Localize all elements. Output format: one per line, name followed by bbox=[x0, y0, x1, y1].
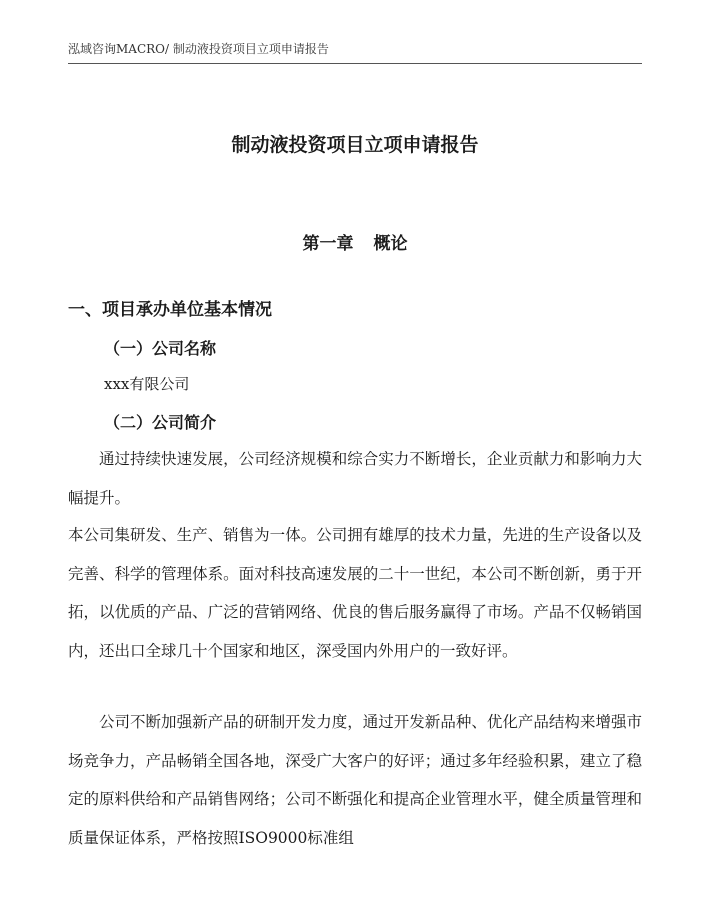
subsection-company-intro-heading: （二）公司简介 bbox=[104, 413, 217, 432]
intro-paragraph-1: 通过持续快速发展，公司经济规模和综合实力不断增长，企业贡献力和影响力大幅提升。 bbox=[68, 450, 642, 507]
chapter-heading bbox=[0, 229, 710, 254]
subsection-company-name-heading: （一）公司名称 bbox=[104, 339, 217, 358]
chapter-number: 第一章 bbox=[302, 234, 354, 254]
intro-paragraph-2: 本公司集研发、生产、销售为一体。公司拥有雄厚的技术力量，先进的生产设备以及完善、科学的管理体系。面对科技高速发展的二十一世纪，本公司不断创新，勇于开拓，以优质的产品、广泛的营销网络、优良的售后服务赢得了市场。产品不仅畅销国内，还出口全球几十个国家和地区，深受国内外用户的一致好评。 bbox=[68, 526, 642, 660]
chapter-name: 概论 bbox=[373, 234, 408, 254]
company-name-value: xxx有限公司 bbox=[104, 375, 190, 393]
section-heading: 一、项目承办单位基本情况 bbox=[68, 300, 272, 320]
intro-paragraph-3: 公司不断加强新产品的研制开发力度，通过开发新品种、优化产品结构来增强市场竞争力，产品畅销全国各地，深受广大客户的好评；通过多年经验积累，建立了稳定的原料供给和产品销售网络；公司不断强化和提高企业管理水平，健全质量管理和质量保证体系，严格按照ISO9000标准组 bbox=[68, 713, 642, 847]
page-header: 泓域咨询MACRO/ 制动液投资项目立项申请报告 bbox=[68, 40, 642, 64]
document-title: 制动液投资项目立项申请报告 bbox=[231, 134, 479, 156]
